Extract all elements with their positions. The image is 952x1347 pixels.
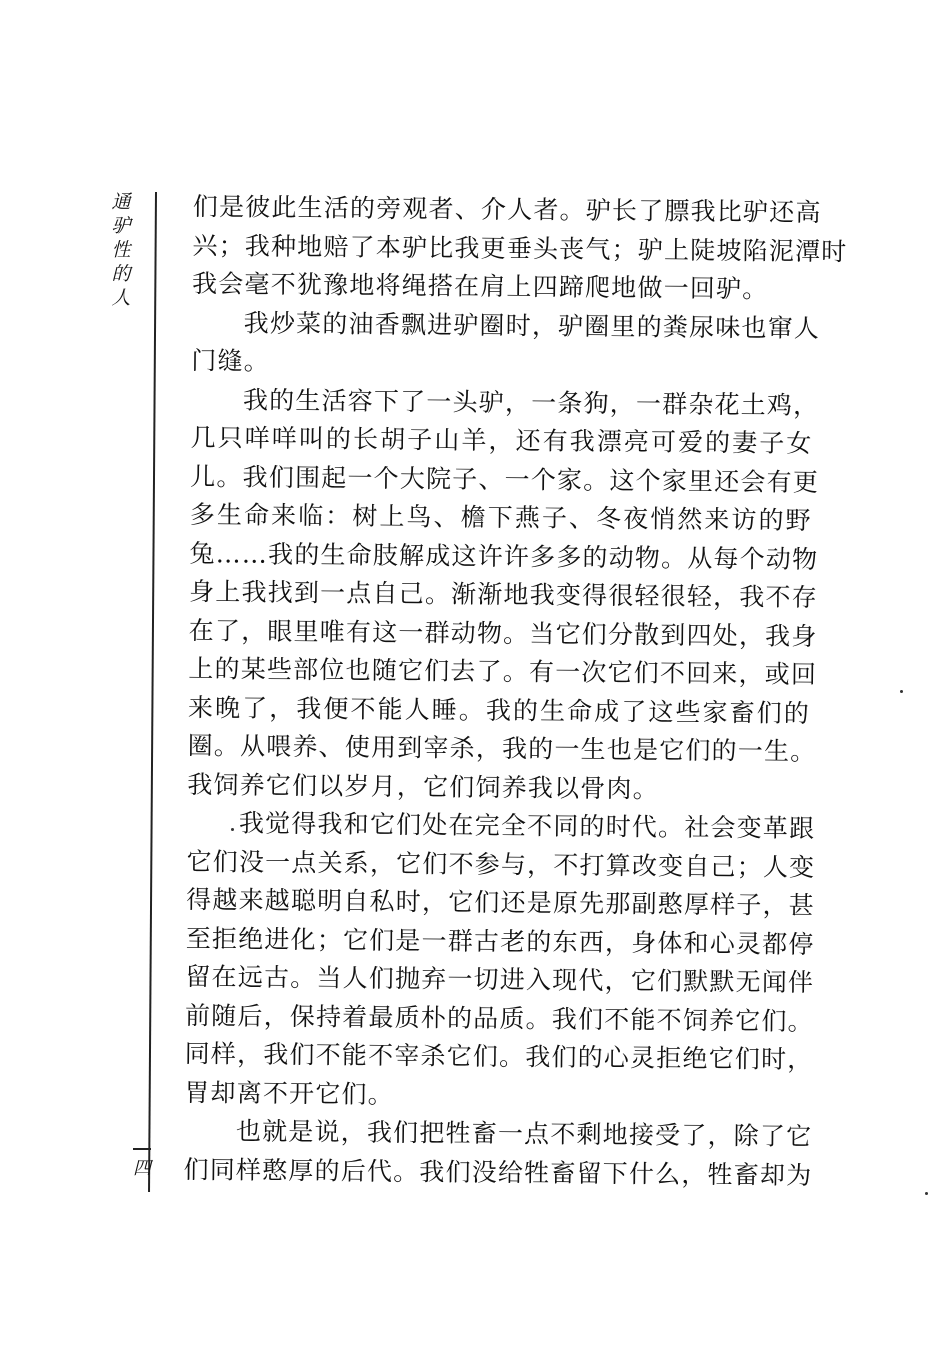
text-line: 我会毫不犹豫地将绳搭在肩上四蹄爬地做一回驴。 xyxy=(191,268,769,304)
text-line: 前随后，保持着最质朴的品质。我们不能不饲养它们。 xyxy=(184,1000,814,1036)
text-line: 它们没一点关系，它们不参与，不打算改变自己；人变 xyxy=(186,846,816,882)
text-line: 几只咩咩叫的长胡子山羊，还有我漂亮可爱的妻子女 xyxy=(190,422,813,458)
text-line: 同样，我们不能不宰杀它们。我们的心灵拒绝它们时， xyxy=(184,1038,814,1074)
text-line: 我觉得我和它们处在完全不同的时代。社会变革跟 xyxy=(238,808,816,844)
text-line: 兴；我种地赔了本驴比我更垂头丧气；驴上陡坡陷泥潭时 xyxy=(192,230,848,266)
margin-rule xyxy=(148,192,157,1192)
page-number-text: 四 xyxy=(133,1158,151,1179)
page-number xyxy=(128,1148,156,1180)
running-head xyxy=(110,190,132,310)
text-line: 得越来越聪明自私时，它们还是原先那副憨厚样子，甚 xyxy=(186,884,816,921)
scan-speck xyxy=(231,828,234,831)
running-head-char: 的 xyxy=(111,263,131,285)
text-line: 我饲养它们以岁月，它们饲养我以骨肉。 xyxy=(187,769,660,803)
text-line: 儿。我们围起一个大院子、一个家。这个家里还会有更 xyxy=(190,461,820,497)
text-line: 身上我找到一点自己。渐渐地我变得很轻很轻，我不存 xyxy=(188,576,819,613)
page-number-dash xyxy=(133,1148,151,1150)
text-line: 我的生活容下了一头驴，一条狗，一群杂花土鸡， xyxy=(242,384,820,420)
text-line: 留在远古。当人们抛弃一切进入现代，它们默默无闻伴 xyxy=(185,961,815,997)
running-head-char: 驴 xyxy=(111,215,131,237)
running-head-char: 人 xyxy=(111,287,131,309)
text-line: 在了，眼里唯有这一群动物。当它们分散到四处，我身 xyxy=(188,615,818,651)
text-line: 至拒绝进化；它们是一群古老的东西，身体和心灵都停 xyxy=(185,923,815,959)
running-head-char: 通 xyxy=(111,191,131,213)
scan-speck xyxy=(900,690,903,693)
text-line: 圈。从喂养、使用到宰杀，我的一生也是它们的一生。 xyxy=(187,730,817,767)
text-line: 来晚了，我便不能人睡。我的生命成了这些家畜们的 xyxy=(187,692,811,728)
text-line: 胃却离不开它们。 xyxy=(184,1077,395,1109)
body-text xyxy=(183,188,848,1195)
text-line: 兔……我的生命肢解成这许许多多的动物。从每个动物 xyxy=(189,538,819,574)
text-line: 也就是说，我们把牲畜一点不剩地接受了，除了它 xyxy=(235,1116,813,1151)
running-head-char: 性 xyxy=(111,239,131,261)
text-line: 我炒菜的油香飘进驴圈时，驴圈里的粪尿味也窜人 xyxy=(243,307,821,343)
scan-speck xyxy=(925,1192,928,1195)
text-line: 上的某些部位也随它们去了。有一次它们不回来，或回 xyxy=(188,653,818,690)
text-line: 们是彼此生活的旁观者、介人者。驴长了膘我比驴还高 xyxy=(192,191,822,228)
text-line: 多生命来临：树上鸟、檐下燕子、冬夜悄然来访的野 xyxy=(189,499,812,535)
text-line: 门缝。 xyxy=(191,345,271,376)
text-line: 们同样憨厚的后代。我们没给牲畜留下什么，牲畜却为 xyxy=(183,1154,813,1190)
